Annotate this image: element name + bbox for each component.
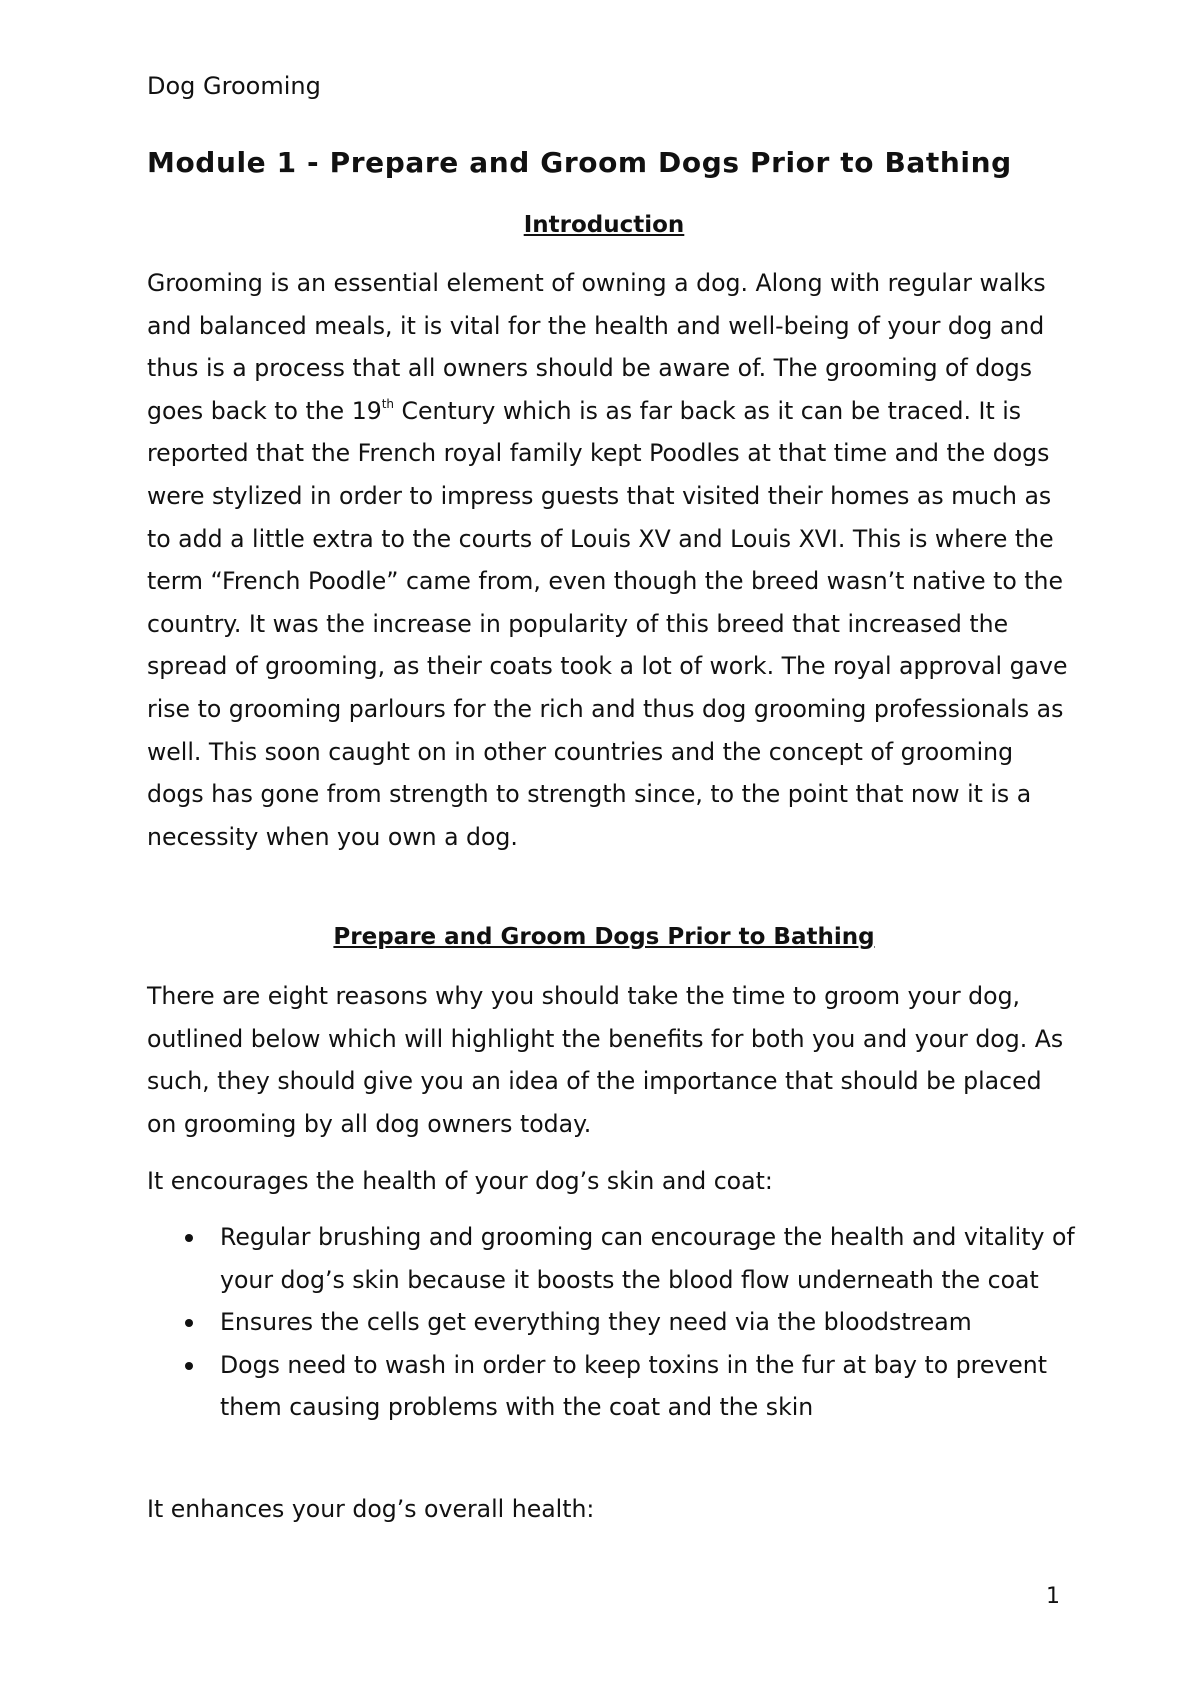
module-title: Module 1 - Prepare and Groom Dogs Prior to Bathing <box>147 146 1012 179</box>
introduction-heading: Introduction <box>523 212 685 238</box>
page-header: Dog Grooming <box>147 72 321 100</box>
list-item-text: Regular brushing and grooming can encourage the health and vitality of your dog’s skin because it boosts the blood flow underneath the coat <box>220 1223 1075 1294</box>
intro-text-part2: Century which is as far back as it can be traced. It is reported that the French royal family kept Poodles at that time and the dogs were stylized in order to impress guests that visited their homes as much as to add a little extra to the courts of Louis XV and Louis XVI. This is where the term “French Poodle” came from, even though the breed wasn’t native to the country. It was the increase in popularity of this breed that increased the spread of grooming, as their coats took a lot of work. The royal approval gave rise to grooming parlours for the rich and thus dog grooming professionals as well. This soon caught on in other countries and the concept of grooming dogs has gone from strength to strength since, to the point that now it is a necessity when you own a dog. <box>147 396 1068 851</box>
list-item-text: Dogs need to wash in order to keep toxins in the fur at bay to prevent them causing problems with the coat and the skin <box>220 1350 1048 1422</box>
prepare-heading: Prepare and Groom Dogs Prior to Bathing <box>333 924 875 950</box>
list-item <box>147 1301 1077 1344</box>
list-item-text: Ensures the cells get everything they need via the bloodstream <box>220 1308 972 1337</box>
overall-health-lead: It enhances your dog’s overall health: <box>147 1495 595 1523</box>
bullet-icon <box>185 1319 193 1327</box>
list-item <box>147 1216 1077 1301</box>
bullet-icon <box>185 1234 193 1242</box>
list-item <box>147 1344 1077 1429</box>
intro-text-part1: Grooming is an essential element of owning a dog. Along with regular walks and balanced meals, it is vital for the health and well-being of your dog and thus is a process that all owners should be aware of. The grooming of dogs goes back to the 19 <box>147 269 1046 425</box>
bullet-icon <box>185 1362 193 1370</box>
prepare-paragraph: There are eight reasons why you should take the time to groom your dog, outlined below which will highlight the benefits for both you and your dog. As such, they should give you an idea of the importance that should be placed on grooming by all dog owners today. <box>147 982 1064 1138</box>
ordinal-superscript: th <box>381 396 395 411</box>
introduction-paragraph <box>147 262 1077 858</box>
skin-coat-lead: It encourages the health of your dog’s skin and coat: <box>147 1167 773 1195</box>
skin-coat-bullet-list <box>147 1216 1077 1429</box>
page-number: 1 <box>1046 1584 1060 1609</box>
